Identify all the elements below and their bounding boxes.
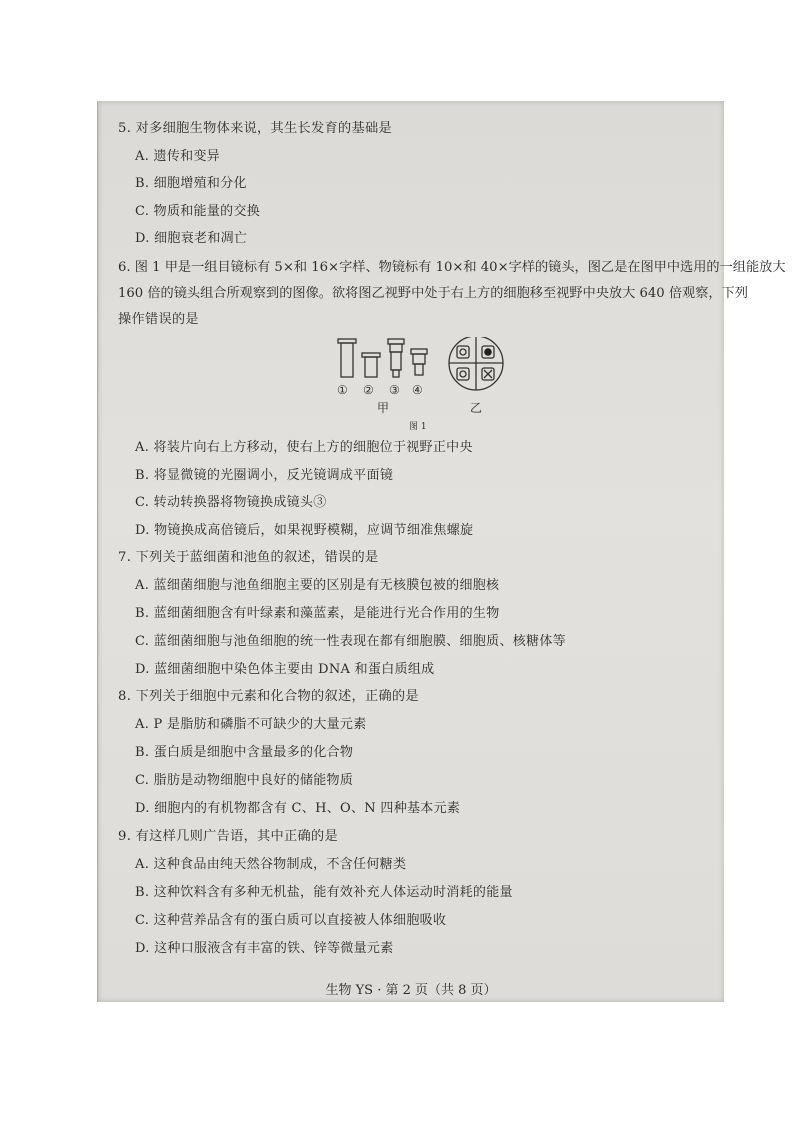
- exam-page: [97, 101, 786, 1002]
- question-5-option-b: B. 细胞增殖和分化: [135, 176, 247, 191]
- question-9-option-c: C. 这种营养品含有的蛋白质可以直接被人体细胞吸收: [135, 913, 447, 928]
- microscope-figure: [334, 337, 524, 432]
- question-8-option-b: B. 蛋白质是细胞中含量最多的化合物: [135, 745, 354, 760]
- figure-yi-label: 乙: [470, 401, 483, 415]
- question-8-option-c: C. 脂肪是动物细胞中良好的储能物质: [135, 773, 354, 788]
- question-8-option-d: D. 细胞内的有机物都含有 C、H、O、N 四种基本元素: [135, 801, 461, 816]
- question-7-option-d: D. 蓝细菌细胞中染色体主要由 DNA 和蛋白质组成: [135, 662, 435, 677]
- question-5-option-a: A. 遗传和变异: [135, 149, 221, 164]
- lens-label-3: ③: [389, 383, 400, 397]
- lens-label-4: ④: [412, 383, 423, 397]
- question-6-option-c: C. 转动转换器将物镜换成镜头③: [135, 495, 327, 510]
- figure-caption: 图 1: [409, 422, 427, 432]
- question-7-stem: 7. 下列关于蓝细菌和池鱼的叙述，错误的是: [118, 550, 379, 565]
- question-7-option-c: C. 蓝细菌细胞与池鱼细胞的统一性表现在都有细胞膜、细胞质、核糖体等: [135, 634, 566, 649]
- question-6-stem-line-2: 160 倍的镜头组合所观察到的图像。欲将图乙视野中处于右上方的细胞移至视野中央放大 640 倍观察，下列: [118, 286, 748, 301]
- question-7-option-a: A. 蓝细菌细胞与池鱼细胞主要的区别是有无核膜包被的细胞核: [135, 578, 500, 593]
- question-5-option-d: D. 细胞衰老和凋亡: [135, 231, 248, 246]
- question-6-stem-line-1: 6. 图 1 甲是一组目镜标有 5×和 16×字样、物镜标有 10×和 40×字样的镜头，图乙是在图甲中选用的一组能放大: [118, 260, 786, 275]
- question-8-stem: 8. 下列关于细胞中元素和化合物的叙述，正确的是: [118, 689, 419, 704]
- question-6-option-a: A. 将装片向右上方移动，使右上方的细胞位于视野正中央: [135, 440, 473, 455]
- question-9-option-d: D. 这种口服液含有丰富的铁、锌等微量元素: [135, 941, 394, 956]
- question-6-option-b: B. 将显微镜的光圈调小，反光镜调成平面镜: [135, 468, 394, 483]
- question-9-option-b: B. 这种饮料含有多种无机盐，能有效补充人体运动时消耗的能量: [135, 885, 513, 900]
- question-6-stem-line-3: 操作错误的是: [118, 312, 199, 327]
- question-9-stem: 9. 有这样几则广告语，其中正确的是: [118, 829, 338, 844]
- lens-label-2: ②: [363, 383, 374, 397]
- lens-label-1: ①: [337, 383, 348, 397]
- question-6-option-d: D. 物镜换成高倍镜后，如果视野模糊，应调节细准焦螺旋: [135, 523, 474, 538]
- question-8-option-a: A. P 是脂肪和磷脂不可缺少的大量元素: [135, 717, 367, 732]
- question-9-option-a: A. 这种食品由纯天然谷物制成，不含任何糖类: [135, 857, 407, 872]
- question-5-option-c: C. 物质和能量的交换: [135, 204, 261, 219]
- figure-jia-label: 甲: [377, 401, 390, 415]
- question-7-option-b: B. 蓝细菌细胞含有叶绿素和藻蓝素，是能进行光合作用的生物: [135, 606, 500, 621]
- question-5-stem: 5. 对多细胞生物体来说，其生长发育的基础是: [118, 121, 392, 136]
- page-footer: 生物 YS · 第 2 页（共 8 页）: [325, 983, 497, 998]
